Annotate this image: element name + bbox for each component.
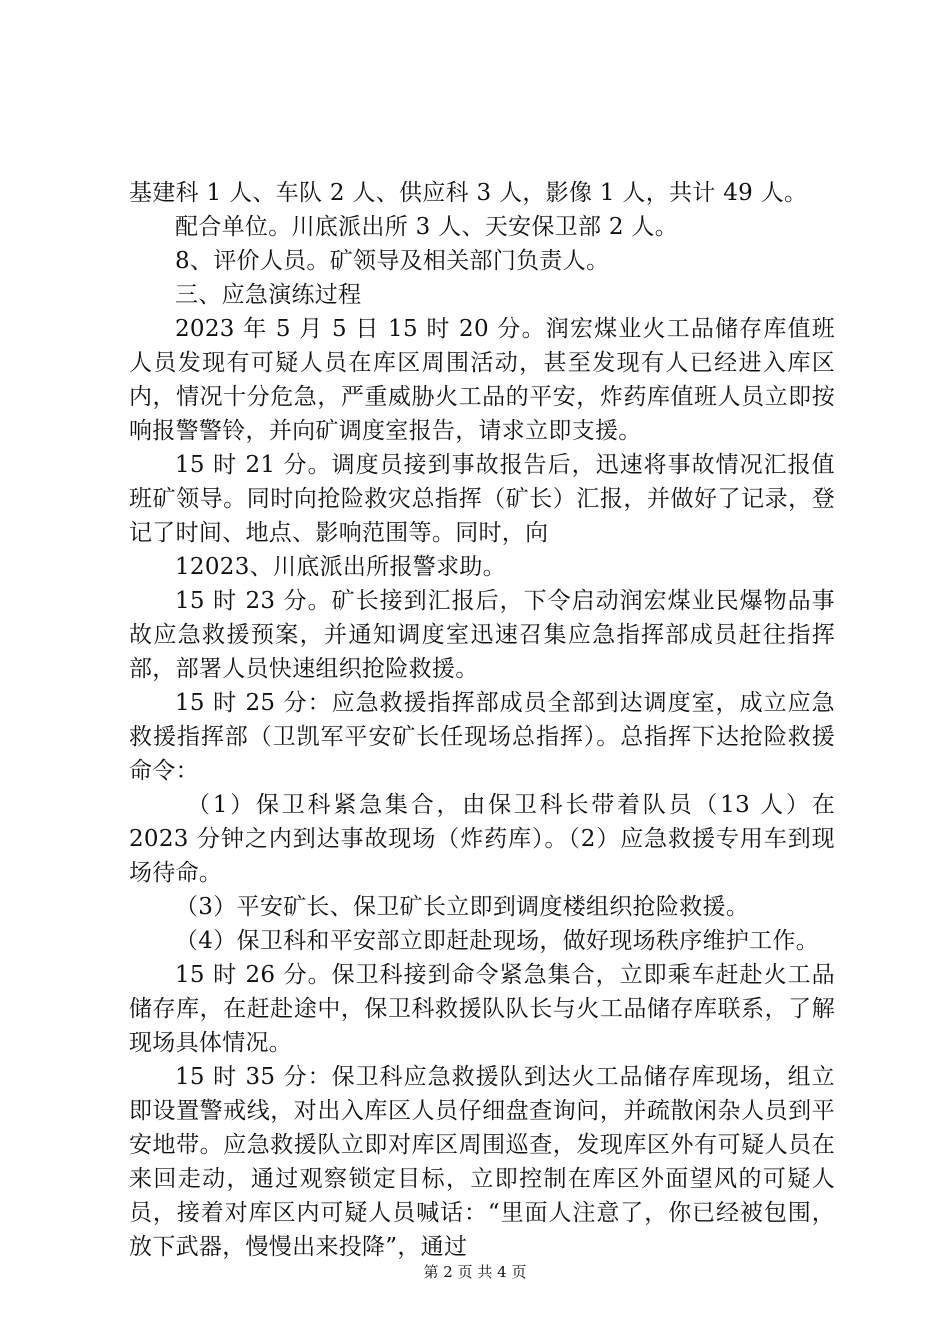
paragraph-1521: 15 时 21 分。调度员接到事故报告后，迅速将事故情况汇报值班矿领导。同时向抢险救灾总指挥（矿长）汇报，并做好了记录，登记了时间、地点、影响范围等。同时，向 (129, 452, 835, 546)
paragraph-1525: 15 时 25 分：应急救援指挥部成员全部到达调度室，成立应急救援指挥部（卫凯军平安矿长任现场总指挥）。总指挥下达抢险救援命令： (129, 690, 835, 784)
section-heading-drill-process: 三、应急演练过程 (175, 282, 362, 308)
paragraph-1526: 15 时 26 分。保卫科接到命令紧急集合，立即乘车赶赴火工品储存库，在赶赴途中，保卫科救援队队长与火工品储存库联系，了解现场具体情况。 (129, 962, 835, 1056)
paragraph-police-call: 12023、川底派出所报警求助。 (175, 554, 506, 580)
paragraph-evaluators: 8、评价人员。矿领导及相关部门负责人。 (175, 248, 610, 274)
paragraph-order-1-2: （1）保卫科紧急集合，由保卫科长带着队员（13 人）在 2023 分钟之内到达事故现场（炸药库）。（2）应急救援专用车到现场待命。 (129, 792, 835, 886)
document-body (129, 176, 835, 1264)
paragraph-1520: 2023 年 5 月 5 日 15 时 20 分。润宏煤业火工品储存库值班人员发现有可疑人员在库区周围活动，甚至发现有人已经进入库区内，情况十分危急，严重威胁火工品的平安，炸药库值班人员立即按响报警警铃，并向矿调度室报告，请求立即支援。 (129, 316, 835, 444)
paragraph-1523: 15 时 23 分。矿长接到汇报后，下令启动润宏煤业民爆物品事故应急救援预案，并通知调度室迅速召集应急指挥部成员赶往指挥部，部署人员快速组织抢险救援。 (129, 588, 835, 682)
paragraph-order-4: （4）保卫科和平安部立即赶赴现场，做好现场秩序维护工作。 (175, 928, 820, 954)
paragraph-1535: 15 时 35 分：保卫科应急救援队到达火工品储存库现场，组立即设置警戒线，对出入库区人员仔细盘查询问，并疏散闲杂人员到平安地带。应急救援队立即对库区周围巡查，发现库区外有可疑人员在来回走动，通过观察锁定目标，立即控制在库区外面望风的可疑人员，接着对库区内可疑人员喊话：“里面人注意了，你已经被包围，放下武器，慢慢出来投降”，通过 (129, 1064, 835, 1260)
paragraph-staff-count: 基建科 1 人、车队 2 人、供应科 3 人，影像 1 人，共计 49 人。 (129, 180, 808, 206)
page-number-footer: 第 2 页 共 4 页 (423, 1263, 527, 1281)
paragraph-order-3: （3）平安矿长、保卫矿长立即到调度楼组织抢险救援。 (175, 894, 750, 920)
paragraph-cooperating-units: 配合单位。川底派出所 3 人、天安保卫部 2 人。 (175, 214, 679, 240)
